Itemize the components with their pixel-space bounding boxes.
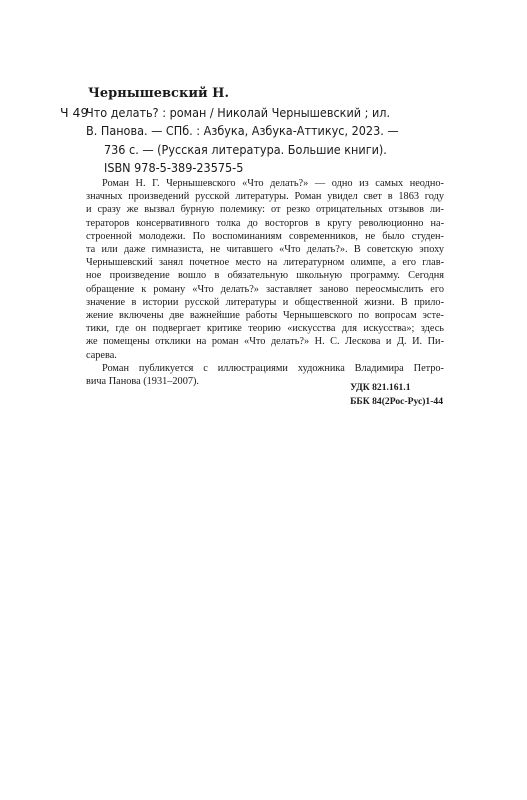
annotation-line: сарева. <box>86 349 117 361</box>
bib-line: В. Панова. — СПб. : Азбука, Азбука-Аттикус, 2023. — <box>86 123 399 139</box>
annotation-line: строенной молодежи. По воспоминаниям современников, не было студен- <box>86 230 444 242</box>
annotation-line: значных произведений русской литературы. Роман увидел свет в 1863 году <box>86 191 444 203</box>
annotation-line: тики, где он подвергает критике теорию «искусства для искусства»; здесь <box>86 323 444 335</box>
isbn-line: ISBN 978-5-389-23575-5 <box>104 160 244 176</box>
annotation-line: вича Панова (1931–2007). <box>86 376 199 388</box>
annotation-line: Роман публикуется с иллюстрациями художника Владимира Петро- <box>102 362 444 374</box>
annotation-line: тераторов консервативного толка до восторгов в кругу революционно на- <box>86 217 444 229</box>
annotation <box>86 177 444 388</box>
annotation-line: обращение к роману «Что делать?» заставляет заново переосмыслить его <box>86 283 444 295</box>
bib-line: 736 с. — (Русская литература. Большие книги). <box>104 141 387 157</box>
bib-line: Что делать? : роман / Николай Чернышевский ; ил. <box>86 105 391 120</box>
annotation-line: Роман Н. Г. Чернышевского «Что делать?» — одно из самых неодно- <box>102 178 444 189</box>
annotation-line: ное произведение вошло в обязательную школьную программу. Сегодня <box>86 270 444 282</box>
author-code: Ч 49 <box>60 105 89 120</box>
udk-code: УДК 821.161.1 <box>350 382 411 393</box>
annotation-line: Чернышевский занял почетное место на литературном олимпе, а его глав- <box>86 257 444 269</box>
annotation-line: и сразу же вызвал бурную полемику: от резко отрицательных отзывов ли- <box>86 204 444 216</box>
author-heading: Чернышевский Н. <box>88 86 229 101</box>
bibliographic-description <box>86 104 436 178</box>
annotation-line: жение включены две важнейшие работы Чернышевского по вопросам эсте- <box>86 310 444 322</box>
annotation-line: значение в истории русской литературы и общественной жизни. В прило- <box>86 296 444 308</box>
bbk-code: ББК 84(2Рос-Рус)1-44 <box>350 395 443 407</box>
annotation-line: же помещены отклики на роман «Что делать?» Н. С. Лескова и Д. И. Пи- <box>86 336 444 348</box>
classification-codes <box>350 381 443 408</box>
annotation-line: та или даже гимназиста, не читавшего «Что делать?». В советскую эпоху <box>86 244 444 256</box>
